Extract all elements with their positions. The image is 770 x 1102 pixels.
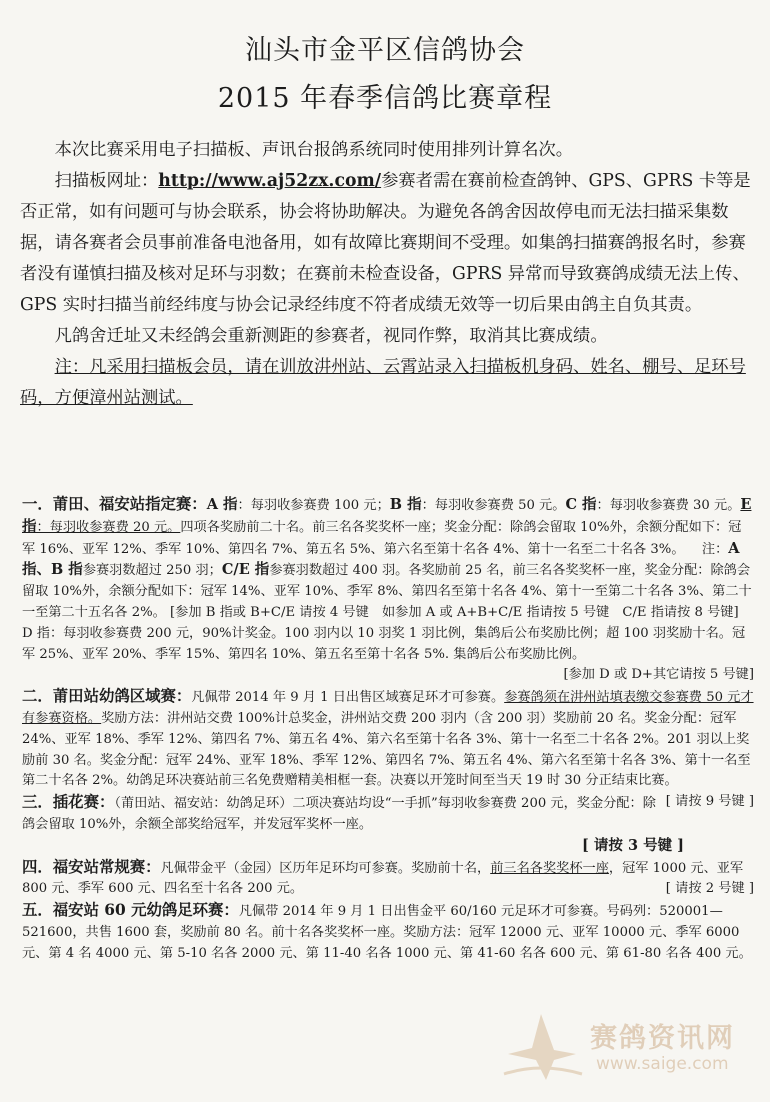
section-1-d-key: [参加 D 或 D+其它请按 5 号键] — [563, 667, 754, 683]
section-3-heading: 三．插花赛： — [22, 793, 115, 812]
site-watermark — [496, 1010, 756, 1084]
ab-text: 参赛羽数超过 250 羽； — [82, 563, 222, 579]
section-4-key: [ 请按 2 号键 ] — [665, 881, 754, 897]
section-4 — [22, 857, 754, 901]
c-label: C 指 — [565, 496, 597, 513]
b-text: ：每羽收参赛费 50 元。 — [421, 498, 566, 513]
section-1-heading: 一．莆田、福安站指定赛： — [22, 495, 207, 513]
section-4-heading: 四．福安站常规赛： — [22, 857, 161, 876]
section-3 — [22, 792, 754, 856]
section-2-heading: 二．莆田站幼鸽区域赛： — [22, 687, 192, 706]
a-label: A 指 — [206, 496, 238, 513]
intro-paragraph-1: 本次比赛采用电子扫描板、声讯台报鸽系统同时使用排列计算名次。 — [54, 140, 574, 160]
watermark-text: 赛鸽资讯网 — [590, 1023, 735, 1054]
rules-section — [22, 494, 754, 965]
section-5 — [22, 900, 754, 964]
section-5-heading: 五．福安站 60 元幼鸽足环赛： — [22, 901, 239, 920]
section-5-text: 凡佩带 2014 年 9 月 1 日出售金平 60/160 元足环才可参赛。号码列：520001—521600，共售 1600 套，奖励前 80 名。前十名各奖奖杯一座。奖励方法：冠军 12000 元、亚军 10000 元、季军 6000 元、第 4 名 4000 元、第 5-10 名各 2000 元、第 11-40 名各 1000 元、第 41-60 名各 600 元、第 61-80 名各 400 元。 — [22, 904, 752, 961]
ce-label: C/E 指 — [221, 561, 270, 579]
c-text: ：每羽收参赛费 30 元。 — [596, 498, 741, 513]
intro-section — [20, 135, 755, 414]
section-1-note-prefix: 注： — [701, 541, 729, 557]
section-3-key: [ 请按 3 号键 ] — [581, 836, 684, 854]
regulation-title: 2015 年春季信鸽比赛章程 — [217, 83, 553, 114]
section-2-key: [ 请按 9 号键 ] — [665, 794, 754, 810]
section-4-text-1: 凡佩带金平（金园）区历年足环均可参赛。奖励前十名， — [160, 860, 491, 876]
association-title: 汕头市金平区信鸽协会 — [245, 35, 525, 66]
intro-paragraph-3: 凡鸽舍迁址又未经鸽会重新测距的参赛者，视同作弊，取消其比赛成绩。 — [54, 326, 608, 346]
watermark-url: www.saige.com — [596, 1054, 729, 1074]
intro-url-label: 扫描板网址： — [54, 171, 159, 191]
ce-text: 参赛羽数超过 400 羽。各奖励前 25 名，前三名各奖奖杯一座，奖金分配：除鸽会留取 10%外，余额分配如下：冠军 14%、亚军 10%、季军 8%、第四名至第十名各 4%、第十一至第二十名各 3%、第二十一至第二十五名各 2%。 — [22, 563, 752, 620]
ab-label: A 指、B 指 — [22, 539, 740, 579]
e-label: E 指 — [22, 496, 752, 535]
section-3-text: （莆田站、福安站：幼鸽足环）二项决赛站均设“一手抓”每羽收参赛费 200 元，奖金分配：除鸽会留取 10%外，余额全部奖给冠军，并发冠军奖杯一座。 — [22, 796, 656, 832]
section-2-underlined: 参赛鸽须在汫州站填表缴交参赛费 50 元才有参赛资格。 — [22, 690, 754, 726]
section-2-text-1: 凡佩带 2014 年 9 月 1 日出售区域赛足环才可参赛。 — [191, 690, 505, 706]
section-1 — [22, 494, 754, 686]
e-text: ：每羽收参赛费 20 元。 — [36, 519, 181, 535]
section-4-text-2: ，冠军 1000 元、亚军 800 元、季军 600 元、四名至十名各 200 元。 — [22, 860, 744, 897]
scanner-website-link[interactable]: http://www.aj52zx.com/ — [158, 171, 382, 191]
section-2-text-2: 奖励方法：汫州站交费 100%计总奖金，汫州站交费 200 羽内（含 200 羽）奖励前 20 名。奖金分配：冠军 24%、亚军 18%、季军 12%、第四名 7%、第五名 4%、第六名至第十名各 3%、第十一名至二十名各 2%。201 羽以上奖励前 30 名。奖金分配：冠军 24%、亚军 18%、季军 12%、第四名 7%、第五名 4%、第六名至第十名各 3%、第十一名至第二十名各 2%。幼鸽足环决赛站前三名免费赠精美相框一套。决赛以开笼时间至当天 19 时 30 分正结束比赛。 — [22, 710, 751, 789]
section-4-underlined: 前三名各奖奖杯一座 — [490, 860, 609, 876]
pigeon-logo-icon — [496, 1010, 586, 1084]
section-1-key-instructions: [参加 B 指或 B+C/E 请按 4 号键 如参加 A 或 A+B+C/E 指请按 5 号键 C/E 指请按 8 号键] — [170, 604, 739, 620]
d-text: D 指：每羽收参赛费 200 元，90%计奖金。100 羽内以 10 羽奖 1 羽比例，集鸽后公布奖励比例；超 100 羽奖励十名。冠军 25%、亚军 20%、季军 15%、第四名 10%、第五名至第十名各 5%. 集鸽后公布奖励比例。 — [22, 625, 746, 662]
intro-paragraph-2-text: 参赛者需在赛前检查鸽钟、GPS、GPRS 卡等是否正常，如有问题可与协会联系，协会将协助解决。为避免各鸽舍因故停电而无法扫描采集数据，请各赛者会员事前准备电池备用，如有故障比赛期间不受理。如集鸽扫描赛鸽报名时，参赛者没有谨慎扫描及核对足环与羽数；在赛前未检查设备，GPRS 异常而导致赛鸽成绩无法上传、GPS 实时扫描当前经纬度与协会记录经纬度不符者成绩无效等一切后果由鸽主自负其责。 — [20, 171, 751, 315]
intro-paragraph-2 — [20, 166, 755, 321]
a-text: ：每羽收参赛费 100 元； — [237, 498, 390, 513]
b-label: B 指 — [389, 496, 422, 513]
intro-note: 注：凡采用扫描板会员，请在训放汫州站、云霄站录入扫描板机身码、姓名、棚号、足环号码，方便漳州站测试。 — [20, 357, 746, 408]
section-1-prize-text: 四项各奖励前二十名。前三名各奖奖杯一座；奖金分配：除鸽会留取 10%外，余额分配如下：冠军 16%、亚军 12%、季军 10%、第四名 7%、第五名 5%、第六名至第十名各 4%、第十一名至二十名各 3%。 — [22, 519, 742, 557]
